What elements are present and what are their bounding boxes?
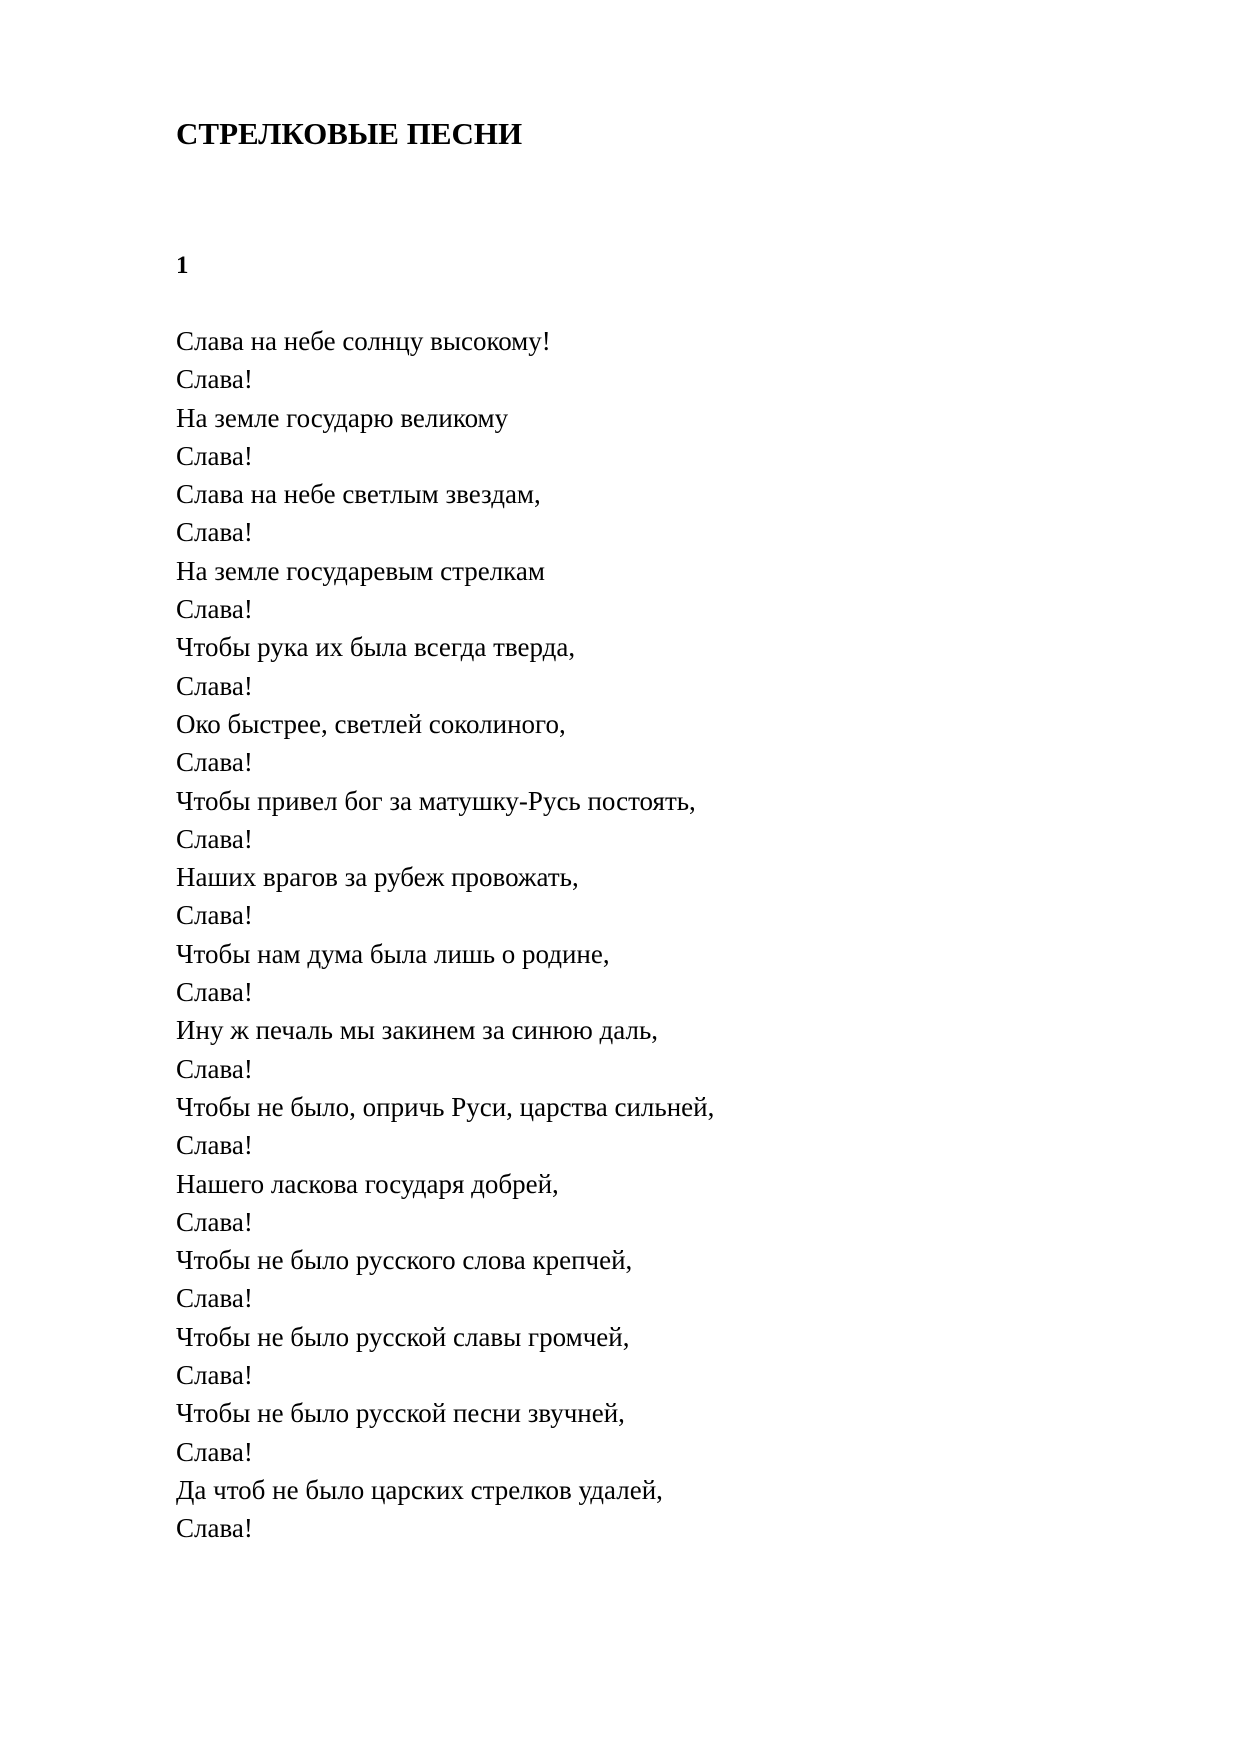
- verse-line: Слава!: [176, 900, 253, 931]
- verse-line: Слава!: [176, 1053, 253, 1084]
- page-title: СТРЕЛКОВЫЕ ПЕСНИ: [176, 116, 523, 151]
- verse-line: Око быстрее, светлей соколиного,: [176, 708, 566, 739]
- verse-line: Слава!: [176, 977, 253, 1008]
- verse-line: Слава!: [176, 1283, 253, 1314]
- verse-line: Слава!: [176, 594, 253, 625]
- verse-line: Чтобы привел бог за матушку-Русь постоять,: [176, 785, 696, 816]
- verse-line: Слава!: [176, 364, 253, 395]
- verse-line: Слава!: [176, 1206, 253, 1237]
- verse-line: Слава!: [176, 747, 253, 778]
- verse-line: Слава на небе солнцу высокому!: [176, 326, 551, 356]
- verse-line: Чтобы не было русской песни звучней,: [176, 1398, 625, 1429]
- verse-line: Чтобы рука их была всегда тверда,: [176, 632, 576, 663]
- verse-line: Слава!: [176, 670, 253, 701]
- song-number: 1: [176, 252, 189, 279]
- verse-line: На земле государевым стрелкам: [176, 555, 545, 586]
- verse-line: Слава!: [176, 823, 253, 854]
- verse-line: Чтобы нам дума была лишь о родине,: [176, 938, 610, 969]
- verse-line: Чтобы не было русской славы громчей,: [176, 1321, 630, 1352]
- verse-line: Ину ж печаль мы закинем за синюю даль,: [176, 1015, 659, 1046]
- verse-line: Наших врагов за рубеж провожать,: [176, 862, 579, 893]
- verse-line: Нашего ласкова государя добрей,: [176, 1168, 559, 1199]
- verse-line: Слава!: [176, 1360, 253, 1391]
- verse-line: Слава!: [176, 1436, 253, 1467]
- verse-line: Слава!: [176, 1130, 253, 1161]
- verse-line: Слава!: [176, 440, 253, 471]
- verse-line: На земле государю великому: [176, 402, 509, 433]
- song-verse: [176, 322, 1076, 1548]
- verse-line: Чтобы не было русского слова крепчей,: [176, 1245, 633, 1276]
- verse-line: Слава!: [176, 1513, 253, 1544]
- verse-line: Чтобы не было, опричь Руси, царства сильней,: [176, 1091, 715, 1122]
- verse-line: Слава на небе светлым звездам,: [176, 479, 541, 510]
- verse-line: Слава!: [176, 517, 253, 548]
- verse-line: Да чтоб не было царских стрелков удалей,: [176, 1474, 663, 1505]
